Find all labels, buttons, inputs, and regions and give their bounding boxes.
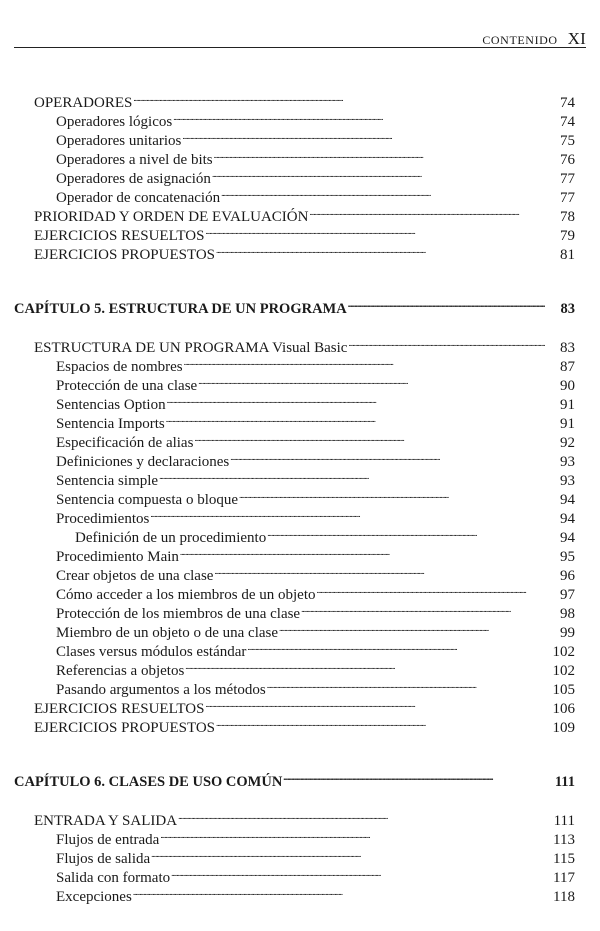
- toc-page-number: 111: [553, 813, 575, 829]
- dot-leader: [205, 694, 545, 713]
- toc-entry-title: EJERCICIOS PROPUESTOS: [34, 720, 216, 736]
- dot-leader: [180, 542, 545, 561]
- dot-leader: [178, 806, 545, 825]
- toc-entry-title: Protección de una clase: [56, 378, 198, 394]
- toc-chapter-heading: [14, 767, 575, 790]
- dot-leader: [348, 333, 545, 352]
- dot-leader: [150, 504, 545, 523]
- dot-leader: [194, 428, 545, 447]
- toc-entry-title: Excepciones: [56, 889, 132, 905]
- toc-page-number: 83: [560, 301, 575, 317]
- toc-entry-title: Sentencia simple: [56, 473, 159, 489]
- toc-page-number: 90: [560, 378, 575, 394]
- toc-entry-title: Miembro de un objeto o de una clase: [56, 625, 279, 641]
- toc-entry-title: ENTRADA Y SALIDA: [34, 813, 178, 829]
- toc-entry: [34, 806, 575, 829]
- toc-entry-title: Crear objetos de una clase: [56, 568, 214, 584]
- toc-entry-title: Especificación de alias: [56, 435, 194, 451]
- toc-entry-title: Flujos de salida: [56, 851, 151, 867]
- dot-leader: [309, 202, 545, 221]
- dot-leader: [214, 145, 545, 164]
- dot-leader: [216, 240, 545, 259]
- toc-page-number: 91: [560, 397, 575, 413]
- toc-page-number: 79: [560, 228, 575, 244]
- toc-entry: [56, 656, 575, 679]
- toc-entry-title: CAPÍTULO 6. CLASES DE USO COMÚN: [14, 774, 283, 790]
- toc-entry: [56, 882, 575, 905]
- dot-leader: [239, 485, 545, 504]
- dot-leader: [230, 447, 545, 466]
- toc-page-number: 111: [554, 774, 575, 790]
- toc-page-number: 77: [560, 171, 575, 187]
- toc-entry: [56, 409, 575, 432]
- dot-leader: [182, 126, 545, 145]
- toc-entry-title: Definiciones y declaraciones: [56, 454, 230, 470]
- toc-entry: [56, 637, 575, 660]
- toc-entry: [56, 390, 575, 413]
- toc-entry-title: Operadores unitarios: [56, 133, 182, 149]
- toc-entry-title: Operadores a nivel de bits: [56, 152, 213, 168]
- toc-page-number: 99: [560, 625, 575, 641]
- toc-page-number: 106: [552, 701, 575, 717]
- dot-leader: [160, 825, 545, 844]
- toc-entry-title: Sentencia compuesta o bloque: [56, 492, 239, 508]
- dot-leader: [216, 713, 545, 732]
- toc-entry-title: Procedimiento Main: [56, 549, 179, 565]
- toc-entry-title: Protección de los miembros de una clase: [56, 606, 301, 622]
- dot-leader: [283, 767, 545, 786]
- toc-entry: [56, 618, 575, 641]
- dot-leader: [185, 656, 545, 675]
- toc-entry-title: Salida con formato: [56, 870, 171, 886]
- toc-entry: [34, 333, 575, 356]
- toc-entry: [56, 504, 575, 527]
- toc-entry: [56, 447, 575, 470]
- dot-leader: [348, 294, 545, 313]
- toc-entry-title: Pasando argumentos a los métodos: [56, 682, 266, 698]
- dot-leader: [133, 882, 545, 901]
- dot-leader: [133, 88, 545, 107]
- toc-entry: [34, 221, 575, 244]
- toc-entry-title: Operadores lógicos: [56, 114, 173, 130]
- toc-page-number: 94: [560, 492, 575, 508]
- toc-entry-title: Operadores de asignación: [56, 171, 211, 187]
- toc-page-number: 75: [560, 133, 575, 149]
- header-page-number: XI: [567, 29, 586, 48]
- dot-leader: [267, 523, 545, 542]
- toc-page-number: 78: [560, 209, 575, 225]
- toc-entry-title: PRIORIDAD Y ORDEN DE EVALUACIÓN: [34, 209, 309, 225]
- toc-entry: [56, 542, 575, 565]
- toc-entry: [34, 713, 575, 736]
- toc-chapter-heading: [14, 294, 575, 317]
- header-section-label: CONTENIDO: [482, 33, 558, 47]
- toc-entry-title: EJERCICIOS RESUELTOS: [34, 228, 205, 244]
- toc-page-number: 74: [560, 95, 575, 111]
- dot-leader: [166, 409, 545, 428]
- toc-page-number: 87: [560, 359, 575, 375]
- toc-page-number: 117: [553, 870, 575, 886]
- toc-page-number: 113: [553, 832, 575, 848]
- toc-entry-title: Cómo acceder a los miembros de un objeto: [56, 587, 316, 603]
- toc-entry: [56, 352, 575, 375]
- toc-entry-title: Definición de un procedimiento: [75, 530, 267, 546]
- dot-leader: [247, 637, 545, 656]
- toc-entry-title: Flujos de entrada: [56, 832, 160, 848]
- toc-entry: [56, 863, 575, 886]
- dot-leader: [198, 371, 545, 390]
- dot-leader: [214, 561, 545, 580]
- toc-page-number: 83: [560, 340, 575, 356]
- dot-leader: [279, 618, 545, 637]
- toc-entry-title: Procedimientos: [56, 511, 150, 527]
- toc-entry: [56, 675, 575, 698]
- toc-entry-title: Clases versus módulos estándar: [56, 644, 247, 660]
- toc-page-number: 98: [560, 606, 575, 622]
- toc-entry: [34, 88, 575, 111]
- toc-entry-title: EJERCICIOS PROPUESTOS: [34, 247, 216, 263]
- toc-entry: [56, 164, 575, 187]
- toc-entry: [56, 844, 575, 867]
- dot-leader: [301, 599, 545, 618]
- toc-entry: [56, 428, 575, 451]
- dot-leader: [221, 183, 545, 202]
- toc-page-number: 92: [560, 435, 575, 451]
- toc-page-number: 115: [553, 851, 575, 867]
- dot-leader: [171, 863, 545, 882]
- dot-leader: [151, 844, 545, 863]
- toc-page-number: 102: [552, 644, 575, 660]
- toc-entry: [56, 107, 575, 130]
- toc-page-number: 81: [560, 247, 575, 263]
- toc-page-number: 109: [552, 720, 575, 736]
- toc-entry-title: EJERCICIOS RESUELTOS: [34, 701, 205, 717]
- toc-page-number: 102: [552, 663, 575, 679]
- toc-entry: [56, 599, 575, 622]
- toc-page-number: 105: [552, 682, 575, 698]
- toc-entry-title: Operador de concatenación: [56, 190, 221, 206]
- toc-entry-title: CAPÍTULO 5. ESTRUCTURA DE UN PROGRAMA: [14, 301, 347, 317]
- toc-page-number: 93: [560, 454, 575, 470]
- dot-leader: [184, 352, 545, 371]
- toc-page-number: 91: [560, 416, 575, 432]
- toc-page-number: 94: [560, 511, 575, 527]
- toc-entry-title: Sentencia Imports: [56, 416, 165, 432]
- toc-entry: [56, 371, 575, 394]
- dot-leader: [167, 390, 545, 409]
- toc-page-number: 118: [553, 889, 575, 905]
- toc-page-number: 76: [560, 152, 575, 168]
- toc-entry: [56, 485, 575, 508]
- toc-entry: [56, 466, 575, 489]
- toc-page-number: 74: [560, 114, 575, 130]
- toc-entry: [34, 694, 575, 717]
- toc-entry-title: OPERADORES: [34, 95, 133, 111]
- dot-leader: [173, 107, 545, 126]
- toc-entry: [56, 183, 575, 206]
- dot-leader: [205, 221, 545, 240]
- toc-page-number: 94: [560, 530, 575, 546]
- toc-entry-title: ESTRUCTURA DE UN PROGRAMA Visual Basic: [34, 340, 348, 356]
- dot-leader: [267, 675, 545, 694]
- toc-entry: [34, 202, 575, 225]
- dot-leader: [317, 580, 545, 599]
- toc-entry: [56, 145, 575, 168]
- toc-entry: [75, 523, 575, 546]
- toc-entry: [56, 126, 575, 149]
- toc-page-number: 96: [560, 568, 575, 584]
- dot-leader: [159, 466, 545, 485]
- toc-entry: [56, 580, 575, 603]
- toc-page-number: 95: [560, 549, 575, 565]
- toc-entry: [56, 561, 575, 584]
- toc-page-number: 93: [560, 473, 575, 489]
- toc-page-number: 97: [560, 587, 575, 603]
- toc-entry-title: Espacios de nombres: [56, 359, 183, 375]
- toc-page-number: 77: [560, 190, 575, 206]
- toc-entry-title: Sentencias Option: [56, 397, 166, 413]
- dot-leader: [212, 164, 545, 183]
- toc-entry-title: Referencias a objetos: [56, 663, 185, 679]
- toc-entry: [34, 240, 575, 263]
- toc-entry: [56, 825, 575, 848]
